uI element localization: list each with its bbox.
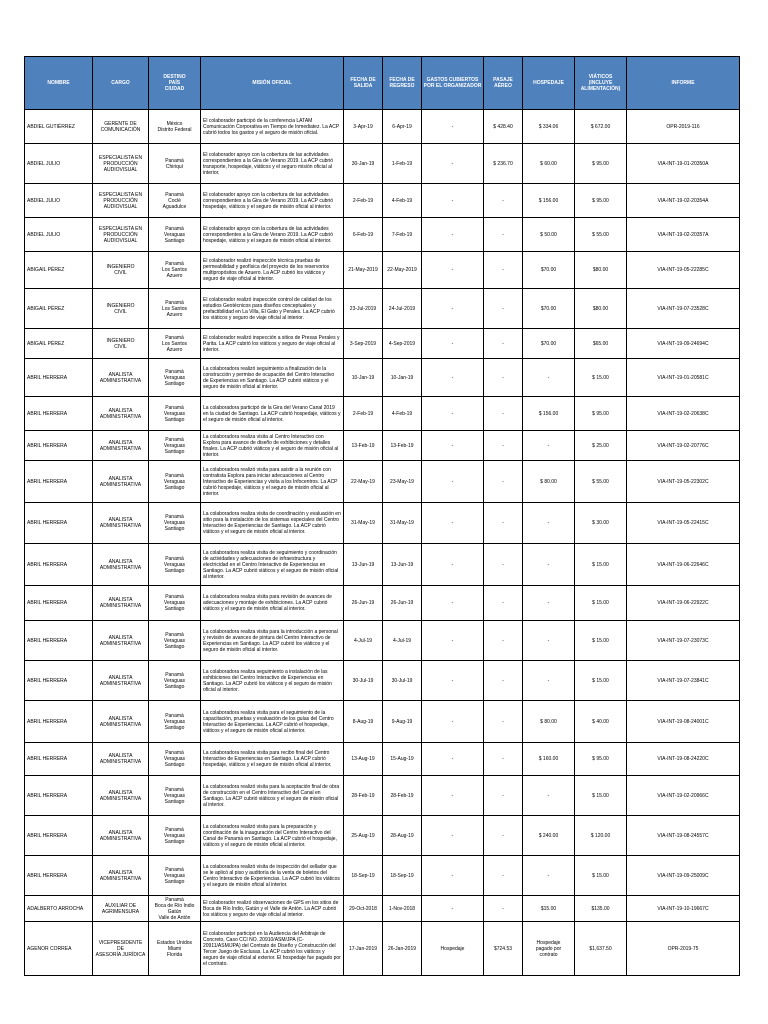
cell-informe: VIA-INT-19-07-23528C [627,289,740,329]
cell-pasaje-aereo: - [484,896,523,922]
header-mision: MISIÓN OFICIAL [201,57,344,110]
cell-destino: México Distrito Federal [149,110,201,144]
cell-mision: La colaboradora realizó visita de inspección del sellador que se le aplicó al piso y auditoría de la venta de boletos del Centro Interactivo de Experiencias. La ACP cubrió los viáticos y el seguro de misión oficial al interior. [201,856,344,896]
cell-nombre: ABRIL HERRERA [25,701,93,743]
cell-fecha-regreso: 15-Aug-19 [383,743,422,776]
cell-pasaje-aereo: - [484,218,523,252]
cell-fecha-salida: 2-Feb-19 [344,397,383,431]
travel-expenses-table [24,56,740,976]
cell-fecha-salida: 29-Oct-2018 [344,896,383,922]
header-fecha-regreso: FECHA DE REGRESO [383,57,422,110]
cell-fecha-regreso: 4-Sep-2019 [383,329,422,359]
cell-informe: VIA-INT-19-02-20638C [627,397,740,431]
cell-fecha-regreso: 26-Jan-2019 [383,922,422,976]
cell-informe: OPR-2019-75 [627,922,740,976]
cell-nombre: ABRIL HERRERA [25,743,93,776]
cell-fecha-salida: 26-Jun-19 [344,586,383,621]
table-row [25,701,740,743]
cell-gastos-cubiertos: - [422,586,484,621]
cell-gastos-cubiertos: - [422,144,484,184]
cell-destino: Panamá Veraguas Santiago [149,544,201,586]
cell-hospedaje: - [523,661,575,701]
cell-pasaje-aereo: - [484,701,523,743]
cell-mision: El colaborador apoyo con la cobertura de las actividades correspondientes a la Gira de Verano 2019. La ACP cubrió hospedaje, viáticos y el seguro de misión oficial al interior. [201,184,344,218]
cell-fecha-regreso: 31-May-19 [383,503,422,544]
table-body [25,110,740,976]
cell-gastos-cubiertos: - [422,461,484,503]
table-row [25,461,740,503]
cell-viaticos: $ 15.00 [575,544,627,586]
cell-pasaje-aereo: - [484,586,523,621]
cell-cargo: ANALISTA ADMINISTRATIVA [93,661,149,701]
table-row [25,586,740,621]
cell-informe: VIA-INT-19-02-20776C [627,431,740,461]
table-row [25,252,740,289]
cell-gastos-cubiertos: - [422,856,484,896]
cell-cargo: ESPECIALISTA EN PRODUCCIÓN AUDIOVISUAL [93,218,149,252]
cell-destino: Panamá Veraguas Santiago [149,431,201,461]
cell-fecha-salida: 6-Feb-19 [344,218,383,252]
cell-hospedaje: $ 240.00 [523,816,575,856]
cell-fecha-salida: 4-Jul-19 [344,621,383,661]
cell-fecha-regreso: 28-Aug-19 [383,816,422,856]
cell-destino: Panamá Veraguas Santiago [149,701,201,743]
cell-viaticos: $65.00 [575,329,627,359]
cell-mision: La colaboradora realiza visita al Centro Interactivo con Explora para avance de diseño de exhibiciones y detalles finales. La ACP cubrió viáticos y el seguro de misión oficial al interior. [201,431,344,461]
cell-hospedaje: $ 80.00 [523,701,575,743]
cell-fecha-salida: 21-May-2019 [344,252,383,289]
cell-destino: Panamá Coclé Aguadulce [149,184,201,218]
cell-fecha-regreso: 6-Apr-19 [383,110,422,144]
cell-destino: Panamá Boca de Río Indio Gatún Valle de Antón [149,896,201,922]
cell-cargo: ANALISTA ADMINISTRATIVA [93,743,149,776]
cell-hospedaje: $ 334.06 [523,110,575,144]
table-row [25,896,740,922]
cell-viaticos: $ 15.00 [575,776,627,816]
cell-fecha-regreso: 7-Feb-19 [383,218,422,252]
cell-hospedaje: $ 50.00 [523,218,575,252]
cell-pasaje-aereo: - [484,856,523,896]
cell-informe: VIA-INT-19-08-24001C [627,701,740,743]
cell-gastos-cubiertos: - [422,289,484,329]
table-row [25,359,740,397]
cell-informe: VIA-INT-19-01-20350A [627,144,740,184]
cell-pasaje-aereo: - [484,816,523,856]
cell-pasaje-aereo: - [484,776,523,816]
cell-cargo: ANALISTA ADMINISTRATIVA [93,816,149,856]
cell-viaticos: $ 672.00 [575,110,627,144]
cell-cargo: INGENIERO CIVIL [93,289,149,329]
cell-fecha-regreso: 24-Jul-2019 [383,289,422,329]
cell-fecha-salida: 30-Jul-19 [344,661,383,701]
cell-viaticos: $80.00 [575,289,627,329]
cell-hospedaje: $ 160.00 [523,743,575,776]
cell-viaticos: $ 120.00 [575,816,627,856]
cell-fecha-salida: 30-Jan-19 [344,144,383,184]
cell-viaticos: $ 95.00 [575,184,627,218]
cell-viaticos: $135.00 [575,896,627,922]
cell-nombre: ABRIL HERRERA [25,359,93,397]
cell-hospedaje: - [523,776,575,816]
cell-hospedaje: $ 156.00 [523,184,575,218]
cell-cargo: ANALISTA ADMINISTRATIVA [93,776,149,816]
table-row [25,218,740,252]
cell-mision: La colaboradora realiza visita para recibo final del Centro Interactivo de Experiencias en Santiago. La ACP cubrió hospedaje, viáticos y el seguro de misión oficial al interior. [201,743,344,776]
cell-gastos-cubiertos: - [422,896,484,922]
cell-informe: VIA-INT-19-07-23073C [627,621,740,661]
table-row [25,922,740,976]
cell-mision: El colaborador realizó inspección control de calidad de los estudios Geotécnicos para diseños conceptuales y prefactibilidad en La Villa, El Gato y Perales. La ACP cubrió los viáticos y seguro de viaje oficial al interior. [201,289,344,329]
cell-fecha-salida: 25-Aug-19 [344,816,383,856]
cell-pasaje-aereo: - [484,431,523,461]
cell-gastos-cubiertos: - [422,110,484,144]
cell-fecha-salida: 2-Feb-19 [344,184,383,218]
table-row [25,110,740,144]
cell-destino: Panamá Los Santos Azuero [149,329,201,359]
cell-destino: Panamá Los Santos Azuero [149,252,201,289]
cell-pasaje-aereo: - [484,661,523,701]
cell-informe: VIA-INT-19-06-22922C [627,586,740,621]
cell-gastos-cubiertos: - [422,776,484,816]
cell-cargo: ANALISTA ADMINISTRATIVA [93,503,149,544]
cell-fecha-regreso: 13-Jun-19 [383,544,422,586]
cell-mision: La colaboradora participó de la Gira del Verano Canal 2019 en la ciudad de Santiago. La ACP cubrió hospedaje, viáticos y el seguro de misión oficial al interior. [201,397,344,431]
cell-pasaje-aereo: - [484,359,523,397]
cell-mision: El colaborador realizó inspección técnica pruebas de permeabilidad y geofísica del proyecto de los reservorios multipropósitos de Azuero. La ACP cubrió los viáticos y seguro de viaje oficial al interior. [201,252,344,289]
cell-destino: Panamá Veraguas Santiago [149,397,201,431]
cell-gastos-cubiertos: - [422,503,484,544]
cell-hospedaje: $15.00 [523,896,575,922]
cell-pasaje-aereo: - [484,397,523,431]
cell-pasaje-aereo: - [484,503,523,544]
cell-nombre: ABRIL HERRERA [25,621,93,661]
header-destino: DESTINO PAÍS CIUDAD [149,57,201,110]
header-informe: INFORME [627,57,740,110]
table-row [25,184,740,218]
cell-fecha-regreso: 10-Jan-19 [383,359,422,397]
header-fecha-salida: FECHA DE SALIDA [344,57,383,110]
cell-gastos-cubiertos: - [422,701,484,743]
cell-pasaje-aereo: - [484,461,523,503]
cell-fecha-regreso: 28-Feb-19 [383,776,422,816]
cell-viaticos: $1,637.50 [575,922,627,976]
cell-gastos-cubiertos: - [422,743,484,776]
cell-nombre: ABDIEL JULIO [25,218,93,252]
cell-informe: VIA-INT-19-02-20354A [627,184,740,218]
cell-gastos-cubiertos: - [422,661,484,701]
cell-nombre: ABIGAIL PÉREZ [25,252,93,289]
cell-viaticos: $ 55.00 [575,218,627,252]
cell-fecha-salida: 13-Aug-19 [344,743,383,776]
header-nombre: NOMBRE [25,57,93,110]
cell-viaticos: $ 95.00 [575,743,627,776]
cell-gastos-cubiertos: - [422,816,484,856]
cell-hospedaje: $ 156.00 [523,397,575,431]
cell-destino: Panamá Veraguas Santiago [149,621,201,661]
cell-destino: Panamá Veraguas Santiago [149,359,201,397]
cell-informe: VIA-INT-19-05-22302C [627,461,740,503]
cell-mision: La colaboradora realizó visita para asistir a la reunión con contratista Explora para iniciar adecuaciones al Centro Interactivo de Experiencias y visita a los Infocentros. La ACP cubrió hospedaje, viáticos y el seguro de misión oficial al interior. [201,461,344,503]
travel-report-sheet [24,56,739,976]
cell-nombre: ABRIL HERRERA [25,461,93,503]
cell-cargo: ANALISTA ADMINISTRATIVA [93,586,149,621]
cell-pasaje-aereo: - [484,544,523,586]
cell-hospedaje: $70.00 [523,252,575,289]
cell-informe: VIA-INT-19-08-24557C [627,816,740,856]
header-pasaje-aereo: PASAJE AÉREO [484,57,523,110]
cell-nombre: ABRIL HERRERA [25,776,93,816]
cell-mision: La colaboradora realiza visita de coordinación y evaluación en sitio para la instalación de los sistemas especiales del Centro Interactivo de Experiencias de Santiago. La ACP cubrió viáticos y el seguro de misión oficial al interior. [201,503,344,544]
cell-pasaje-aereo: $ 236.70 [484,144,523,184]
cell-cargo: ANALISTA ADMINISTRATIVA [93,701,149,743]
cell-viaticos: $ 15.00 [575,621,627,661]
cell-destino: Estados Unidos Miami Florida [149,922,201,976]
cell-informe: VIA-INT-19-05-22415C [627,503,740,544]
cell-mision: La colaboradora realizó visita para la aceptación final de obra de construcción en el Centro Interactivo del Canal en Santiago. La ACP cubrió viáticos y el seguro de misión oficial al interior. [201,776,344,816]
cell-informe: VIA-INT-19-02-20357A [627,218,740,252]
cell-fecha-salida: 13-Jun-19 [344,544,383,586]
cell-nombre: ABDIEL JULIO [25,144,93,184]
cell-mision: El colaborador participó de la conferencia LATAM Comunicación Corporativa en Tiempo de Inmediatez. La ACP cubrió todos los gastos y el seguro de misión oficial. [201,110,344,144]
cell-nombre: ABRIL HERRERA [25,503,93,544]
cell-nombre: ABDIEL GUTIÉRREZ [25,110,93,144]
cell-hospedaje: - [523,856,575,896]
cell-fecha-regreso: 30-Jul-19 [383,661,422,701]
cell-fecha-regreso: 26-Jun-19 [383,586,422,621]
cell-viaticos: $ 30.00 [575,503,627,544]
header-hospedaje: HOSPEDAJE [523,57,575,110]
table-header-row [25,57,740,110]
cell-informe: VIA-INT-19-09-25009C [627,856,740,896]
cell-cargo: ANALISTA ADMINISTRATIVA [93,621,149,661]
cell-nombre: ABRIL HERRERA [25,586,93,621]
cell-fecha-regreso: 4-Feb-19 [383,184,422,218]
table-row [25,661,740,701]
cell-mision: El colaborador realizó observaciones de GPS en los sitios de Boca de Río Indio, Gatún y el Valle de Antón. La ACP cubrió los viáticos y seguro de viaje oficial al interior. [201,896,344,922]
cell-hospedaje: - [523,431,575,461]
cell-fecha-salida: 18-Sep-19 [344,856,383,896]
cell-fecha-regreso: 1-Feb-19 [383,144,422,184]
cell-informe: VIA-INT-19-08-24220C [627,743,740,776]
header-viaticos: VIÁTICOS (INCLUYE ALIMENTACIÓN) [575,57,627,110]
cell-pasaje-aereo: - [484,743,523,776]
cell-cargo: ANALISTA ADMINISTRATIVA [93,431,149,461]
cell-mision: La colaboradora realiza visita para la introducción a personal y revisión de avances de pintura del Centro Interactivo de Experiencias en Santiago. La ACP cubrió los viáticos y el seguro de misión oficial al interior. [201,621,344,661]
cell-fecha-salida: 31-May-19 [344,503,383,544]
cell-mision: La colaboradora realizó visita para la preparación y coordinación de la inauguración del Centro Interactivo del Canal de Panamá en Santiago. La ACP cubrió el hospedaje, viáticos y el seguro de misión oficial al interior. [201,816,344,856]
cell-nombre: ABDIEL JULIO [25,184,93,218]
cell-hospedaje: Hospedaje pagado por contrato [523,922,575,976]
cell-cargo: ESPECIALISTA EN PRODUCCIÓN AUDIOVISUAL [93,144,149,184]
cell-viaticos: $ 15.00 [575,359,627,397]
cell-cargo: ANALISTA ADMINISTRATIVA [93,856,149,896]
cell-informe: VIA-INT-19-02-20966C [627,776,740,816]
cell-mision: La colaboradora realiza visita para revisión de avances de adecuaciones y montaje de exhibiciones. La ACP cubrió viáticos y el seguro de misión oficial al interior. [201,586,344,621]
cell-destino: Panamá Veraguas Santiago [149,776,201,816]
cell-fecha-salida: 3-Sep-2019 [344,329,383,359]
cell-cargo: GERENTE DE COMUNICACIÓN [93,110,149,144]
table-row [25,776,740,816]
cell-gastos-cubiertos: - [422,431,484,461]
cell-viaticos: $ 40.00 [575,701,627,743]
cell-destino: Panamá Veraguas Santiago [149,743,201,776]
cell-mision: La colaboradora realiza visita para el seguimiento de la capacitación, pruebas y evaluación de los guías del Centro Interactivo de Experiencias. La ACP cubrió el hospedaje, viáticos y el seguro de misión oficial al interior. [201,701,344,743]
cell-hospedaje: - [523,359,575,397]
cell-destino: Panamá Los Santos Azuero [149,289,201,329]
cell-mision: La colaboradora realizó seguimiento a finalización de la construcción y permiso de ocupación del Centro Interactivo de Experiencias en Santiago. La ACP cubrió viáticos y el seguro de misión oficial al interior. [201,359,344,397]
cell-fecha-regreso: 13-Feb-19 [383,431,422,461]
cell-nombre: ABRIL HERRERA [25,544,93,586]
cell-hospedaje: $70.00 [523,329,575,359]
cell-hospedaje: - [523,621,575,661]
cell-informe: VIA-INT-19-05-22285C [627,252,740,289]
cell-informe: VIA-INT-19-09-24694C [627,329,740,359]
cell-hospedaje: - [523,586,575,621]
cell-fecha-salida: 22-May-19 [344,461,383,503]
cell-informe: VIA-INT-19-10-19667C [627,896,740,922]
cell-cargo: ANALISTA ADMINISTRATIVA [93,544,149,586]
cell-pasaje-aereo: - [484,289,523,329]
cell-mision: El colaborador apoyo con la cobertura de las actividades correspondientes a la Gira de Verano 2019. La ACP cubrió hospedaje, viáticos y el seguro de misión oficial al interior. [201,218,344,252]
cell-destino: Panamá Chiriquí [149,144,201,184]
cell-fecha-salida: 13-Feb-19 [344,431,383,461]
cell-nombre: ABRIL HERRERA [25,856,93,896]
cell-nombre: AGENOR CORREA [25,922,93,976]
cell-viaticos: $ 15.00 [575,856,627,896]
cell-destino: Panamá Veraguas Santiago [149,218,201,252]
cell-nombre: ABRIL HERRERA [25,397,93,431]
cell-fecha-salida: 17-Jan-2019 [344,922,383,976]
cell-viaticos: $ 95.00 [575,144,627,184]
cell-gastos-cubiertos: - [422,397,484,431]
cell-informe: VIA-INT-19-07-23841C [627,661,740,701]
cell-informe: VIA-INT-19-01-20581C [627,359,740,397]
cell-gastos-cubiertos: - [422,621,484,661]
cell-fecha-regreso: 1-Nov-2018 [383,896,422,922]
cell-cargo: VICEPRESIDENTE DE ASESORÍA JURÍDICA [93,922,149,976]
cell-mision: El colaborador participó en la Audiencia del Arbitraje de Concreto, Caso CCI NO. 20910/ASM/JPA (C-20911/ASM/JPA) del Contrato de Diseño y Construcción del Tercer Juego de Esclusas. La ACP cubrió los viáticos y seguro de viaje oficial al exterior. El hospedaje fue pagado por el contrato. [201,922,344,976]
cell-gastos-cubiertos: Hospedaje [422,922,484,976]
cell-hospedaje: - [523,544,575,586]
cell-nombre: ABIGAIL PÉREZ [25,289,93,329]
table-row [25,621,740,661]
cell-destino: Panamá Veraguas Santiago [149,586,201,621]
cell-viaticos: $ 15.00 [575,586,627,621]
cell-gastos-cubiertos: - [422,184,484,218]
cell-destino: Panamá Veraguas Santiago [149,816,201,856]
cell-hospedaje: $ 60.00 [523,144,575,184]
cell-pasaje-aereo: $ 428.40 [484,110,523,144]
cell-destino: Panamá Veraguas Santiago [149,661,201,701]
cell-hospedaje: $ 80.00 [523,461,575,503]
cell-mision: La colaboradora realiza seguimiento a instalación de las exhibiciones del Centro Interactivo de Experiencias en Santiago. La ACP cubrió los viáticos y el seguro de misión oficial al interior. [201,661,344,701]
cell-nombre: ADALBERTO ARROCHA [25,896,93,922]
header-gastos-cubiertos: GASTOS CUBIERTOS POR EL ORGANIZADOR [422,57,484,110]
table-row [25,397,740,431]
cell-viaticos: $ 55.00 [575,461,627,503]
cell-mision: El colaborador realizó inspección a sitios de Presas Perales y Parita. La ACP cubrió los viáticos y seguro de viaje oficial al interior. [201,329,344,359]
cell-cargo: AUXILIAR DE AGRIMENSURA [93,896,149,922]
cell-pasaje-aereo: - [484,621,523,661]
cell-informe: VIA-INT-19-06-22646C [627,544,740,586]
cell-fecha-salida: 3-Apr-19 [344,110,383,144]
cell-cargo: INGENIERO CIVIL [93,329,149,359]
table-row [25,503,740,544]
cell-viaticos: $ 15.00 [575,661,627,701]
cell-fecha-regreso: 23-May-19 [383,461,422,503]
cell-fecha-regreso: 4-Feb-19 [383,397,422,431]
cell-fecha-regreso: 22-May-2019 [383,252,422,289]
cell-cargo: ANALISTA ADMINISTRATIVA [93,461,149,503]
cell-fecha-salida: 28-Feb-19 [344,776,383,816]
table-row [25,144,740,184]
cell-gastos-cubiertos: - [422,329,484,359]
table-row [25,329,740,359]
cell-cargo: ESPECIALISTA EN PRODUCCIÓN AUDIOVISUAL [93,184,149,218]
cell-pasaje-aereo: - [484,329,523,359]
cell-nombre: ABRIL HERRERA [25,661,93,701]
cell-nombre: ABRIL HERRERA [25,431,93,461]
table-row [25,431,740,461]
cell-viaticos: $ 25.00 [575,431,627,461]
cell-fecha-salida: 10-Jan-19 [344,359,383,397]
table-row [25,289,740,329]
table-row [25,743,740,776]
cell-hospedaje: $70.00 [523,289,575,329]
cell-hospedaje: - [523,503,575,544]
cell-cargo: ANALISTA ADMINISTRATIVA [93,359,149,397]
cell-fecha-salida: 23-Jul-2019 [344,289,383,329]
cell-mision: El colaborador apoyo con la cobertura de las actividades correspondientes a la Gira de Verano 2019. La ACP cubrió transporte, hospedaje, viáticos y el seguro misión oficial al interior. [201,144,344,184]
cell-nombre: ABIGAIL PÉREZ [25,329,93,359]
cell-destino: Panamá Veraguas Santiago [149,461,201,503]
cell-gastos-cubiertos: - [422,218,484,252]
cell-viaticos: $80.00 [575,252,627,289]
cell-gastos-cubiertos: - [422,544,484,586]
cell-destino: Panamá Veraguas Santiago [149,503,201,544]
table-row [25,816,740,856]
cell-informe: OPR-2019-116 [627,110,740,144]
cell-gastos-cubiertos: - [422,252,484,289]
header-cargo: CARGO [93,57,149,110]
cell-destino: Panamá Veraguas Santiago [149,856,201,896]
cell-fecha-salida: 8-Aug-19 [344,701,383,743]
cell-fecha-regreso: 4-Jul-19 [383,621,422,661]
cell-fecha-regreso: 9-Aug-19 [383,701,422,743]
cell-cargo: ANALISTA ADMINISTRATIVA [93,397,149,431]
cell-pasaje-aereo: - [484,252,523,289]
cell-gastos-cubiertos: - [422,359,484,397]
cell-pasaje-aereo: - [484,184,523,218]
table-row [25,856,740,896]
table-row [25,544,740,586]
cell-viaticos: $ 95.00 [575,397,627,431]
cell-nombre: ABRIL HERRERA [25,816,93,856]
cell-mision: La colaboradora realiza visita de seguimiento y coordinación de actividades y adecuaciones de infraestructura y electricidad en el Centro Interactivo de Experiencias en Santiago. La ACP cubrió viáticos y el seguro de misión oficial al interior. [201,544,344,586]
cell-fecha-regreso: 18-Sep-19 [383,856,422,896]
cell-pasaje-aereo: $724.53 [484,922,523,976]
cell-cargo: INGENIERO CIVIL [93,252,149,289]
